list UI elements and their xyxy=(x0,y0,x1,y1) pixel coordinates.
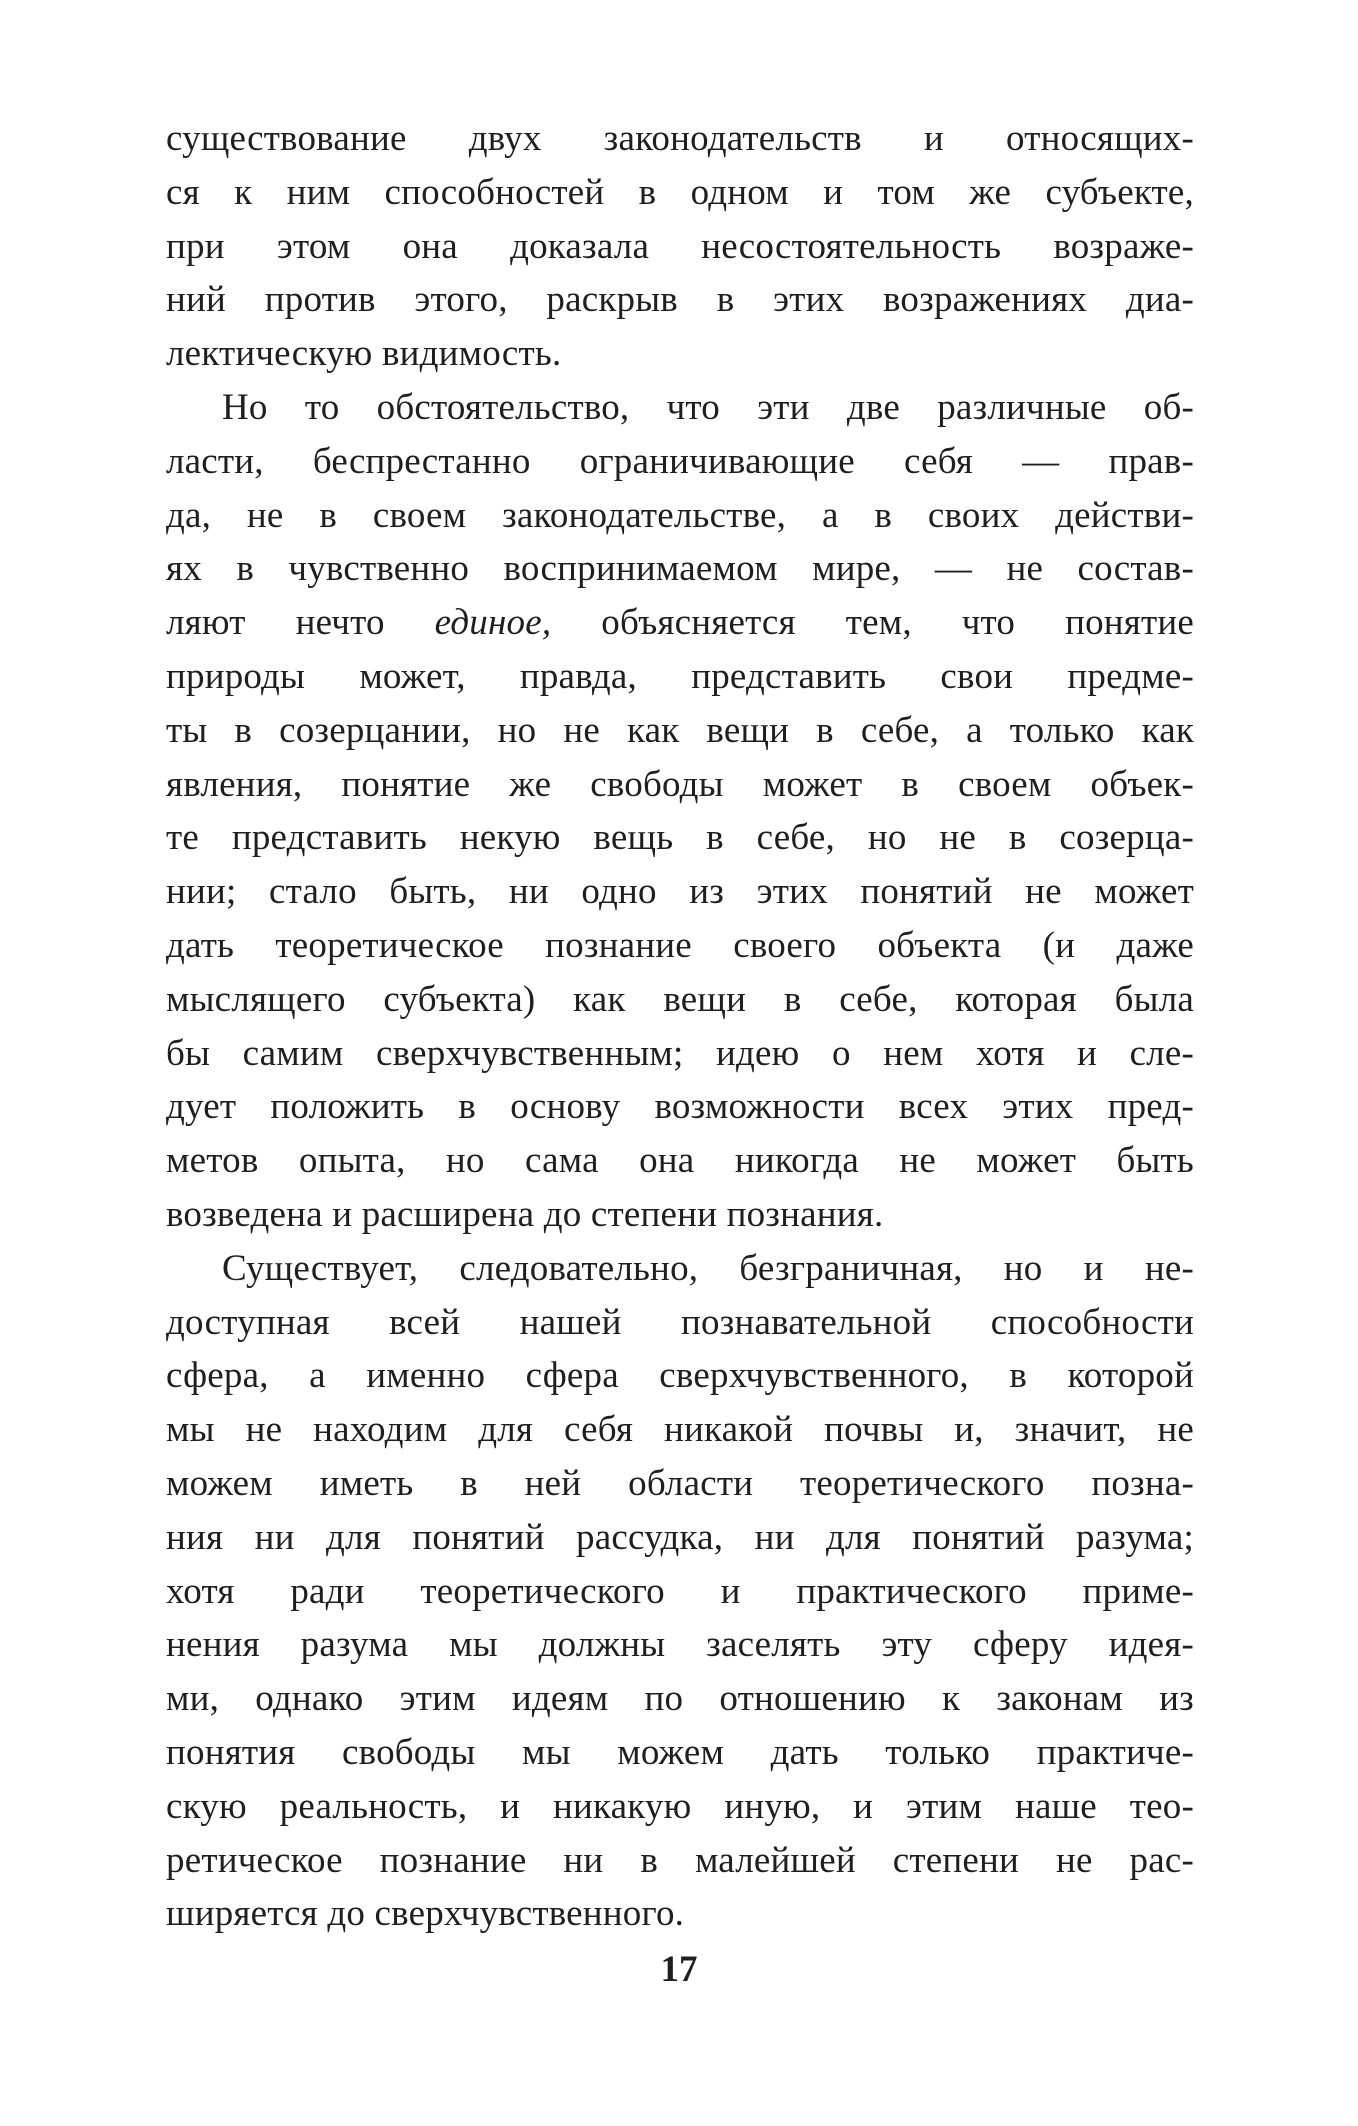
text-line: нии; стало быть, ни одно из этих понятий не может xyxy=(166,871,1194,913)
text-line: скую реальность, и никакую иную, и этим наше тео- xyxy=(166,1785,1194,1827)
text-line: ласти, беспрестанно ограничивающие себя — прав- xyxy=(166,440,1194,482)
text-line: ся к ним способностей в одном и том же субъекте, xyxy=(166,171,1194,213)
text-line: да, не в своем законодательстве, а в своих действи- xyxy=(166,494,1194,536)
text-line: мыслящего субъекта) как вещи в себе, которая была xyxy=(166,978,1194,1020)
page-number: 17 xyxy=(660,1949,698,1990)
text-line: возведена и расширена до степени познания. xyxy=(166,1193,884,1235)
text-line: можем иметь в ней области теоретического позна- xyxy=(166,1462,1194,1504)
text-line: сфера, а именно сфера сверхчувственного, в которой xyxy=(166,1355,1194,1397)
text-line-with-emphasis xyxy=(166,596,1194,650)
text-line: дать теоретическое познание своего объекта (и даже xyxy=(166,924,1194,966)
text-segment: объясняется тем, что понятие xyxy=(551,602,1194,644)
text-line: ний против этого, раскрыв в этих возражениях диа- xyxy=(166,279,1194,321)
text-line: ми, однако этим идеям по отношению к законам из xyxy=(166,1678,1194,1720)
text-line: мы не находим для себя никакой почвы и, значит, не xyxy=(166,1409,1194,1451)
text-line: ния ни для понятий рассудка, ни для понятий разума; xyxy=(166,1516,1194,1558)
text-line: дует положить в основу возможности всех этих пред- xyxy=(166,1086,1194,1128)
text-line: лектическую видимость. xyxy=(166,333,562,375)
emphasized-word: единое, xyxy=(434,602,552,644)
text-line: ях в чувственно воспринимаемом мире, — не состав- xyxy=(166,548,1194,590)
text-line: те представить некую вещь в себе, но не в созерца- xyxy=(166,817,1194,859)
text-line: природы может, правда, представить свои предме- xyxy=(166,655,1194,697)
text-line: понятия свободы мы можем дать только практиче- xyxy=(166,1731,1194,1773)
text-line: Но то обстоятельство, что эти две различные об- xyxy=(222,386,1194,428)
page-body xyxy=(166,112,1194,1941)
text-line: нения разума мы должны заселять эту сферу идея- xyxy=(166,1624,1194,1666)
text-line: бы самим сверхчувственным; идею о нем хотя и сле- xyxy=(166,1032,1194,1074)
text-line: явления, понятие же свободы может в своем объек- xyxy=(166,763,1194,805)
text-segment: ляют нечто xyxy=(166,602,435,644)
text-line: ширяется до сверхчувственного. xyxy=(166,1893,685,1935)
text-line: ретическое познание ни в малейшей степени не рас- xyxy=(166,1839,1194,1881)
text-line: существование двух законодательств и относящих- xyxy=(166,118,1194,159)
text-line: хотя ради теоретического и практического приме- xyxy=(166,1570,1194,1612)
text-line: Существует, следовательно, безграничная, но и не- xyxy=(222,1247,1194,1289)
text-line: ты в созерцании, но не как вещи в себе, а только как xyxy=(166,709,1194,751)
text-line: доступная всей нашей познавательной способности xyxy=(166,1301,1194,1343)
text-line: при этом она доказала несостоятельность возраже- xyxy=(166,225,1194,267)
text-line: метов опыта, но сама она никогда не может быть xyxy=(166,1140,1194,1182)
